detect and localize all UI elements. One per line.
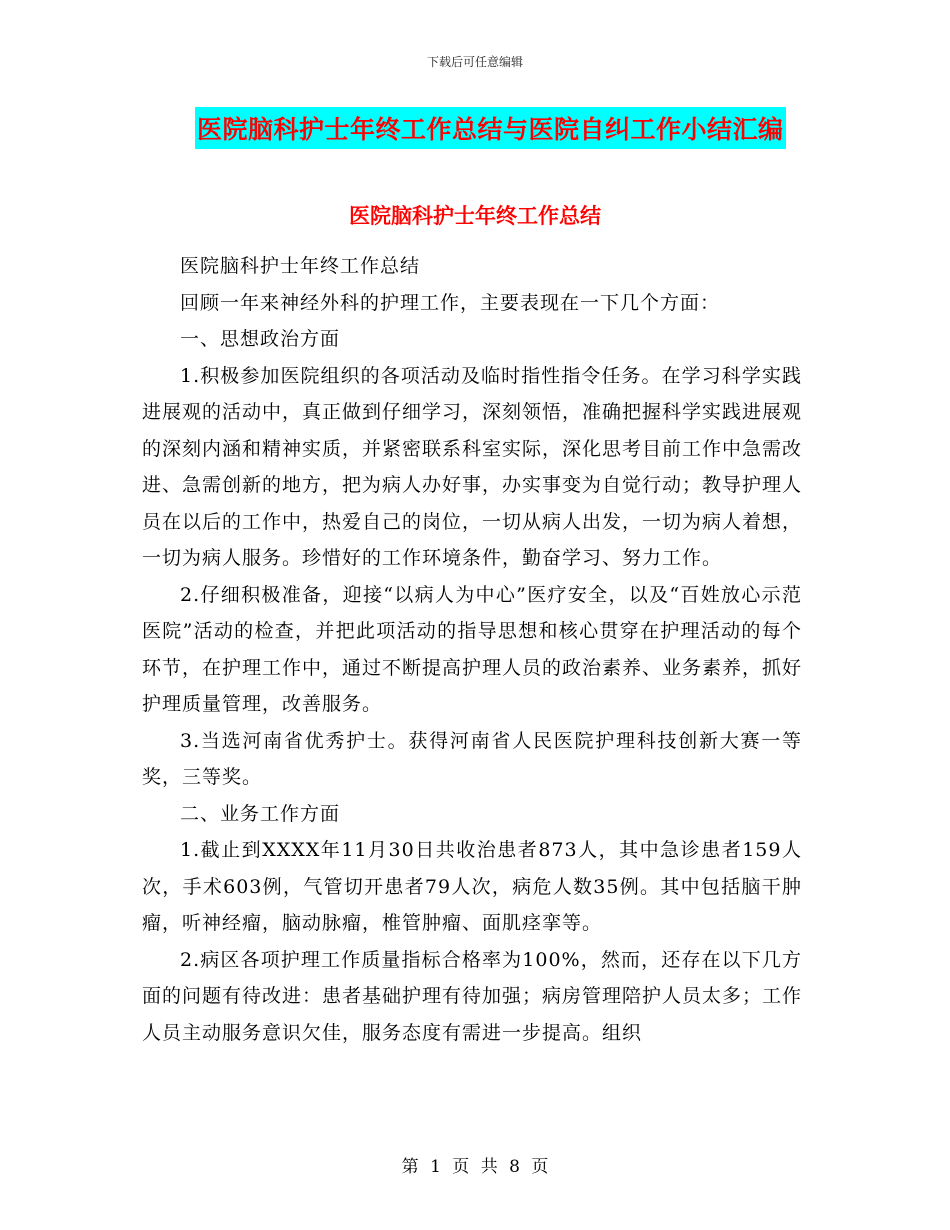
document-body — [142, 248, 802, 1051]
page-header-note: 下载后可任意编辑 — [426, 55, 523, 69]
section-title: 医院脑科护士年终工作总结 — [349, 204, 601, 228]
paragraph-item: 3.当选河南省优秀护士。获得河南省人民医院护理科技创新大赛一等奖，三等奖。 — [142, 729, 802, 788]
paragraph-heading: 医院脑科护士年终工作总结 — [180, 255, 421, 277]
paragraph-section-two-heading: 二、业务工作方面 — [180, 802, 341, 825]
page-number-footer: 第 1 页 共 8 页 — [401, 1157, 549, 1177]
paragraph-section-one-heading: 一、思想政治方面 — [180, 328, 341, 350]
paragraph-item: 2.仔细积极准备，迎接“以病人为中心”医疗安全，以及“百姓放心示范医院”活动的检查，并把此项活动的指导思想和核心贯穿在护理活动的每个环节，在护理工作中，通过不断提高护理人员的政治素养、业务素养，抓好护理质量管理，改善服务。 — [142, 583, 803, 715]
paragraph-item: 1.积极参加医院组织的各项活动及临时指性指令任务。在学习科学实践进展观的活动中，真正做到仔细学习，深刻领悟，准确把握科学实践进展观的深刻内涵和精神实质，并紧密联系科室实际，深化思考目前工作中急需改进、急需创新的地方，把为病人办好事，办实事变为自觉行动；教导护理人员在以后的工作中，热爱自己的岗位，一切从病人出发，一切为病人着想，一切为病人服务。珍惜好的工作环境条件，勤奋学习、努力工作。 — [142, 364, 803, 569]
paragraph-intro: 回顾一年来神经外科的护理工作，主要表现在一下几个方面： — [180, 291, 721, 314]
paragraph-item: 1.截止到XXXX年11月30日共收治患者873人，其中急诊患者159人次，手术603例，气管切开患者79人次，病危人数35例。其中包括脑干肿瘤，听神经瘤，脑动脉瘤，椎管肿瘤、面肌痉挛等。 — [142, 839, 802, 934]
paragraph-item: 2.病区各项护理工作质量指标合格率为100%，然而，还存在以下几方面的问题有待改进：患者基础护理有待加强；病房管理陪护人员太多；工作人员主动服务意识欠佳，服务态度有需进一步提高。组织 — [142, 948, 803, 1044]
document-title: 医院脑科护士年终工作总结与医院自纠工作小结汇编 — [197, 115, 784, 144]
document-title-highlight — [195, 107, 786, 149]
